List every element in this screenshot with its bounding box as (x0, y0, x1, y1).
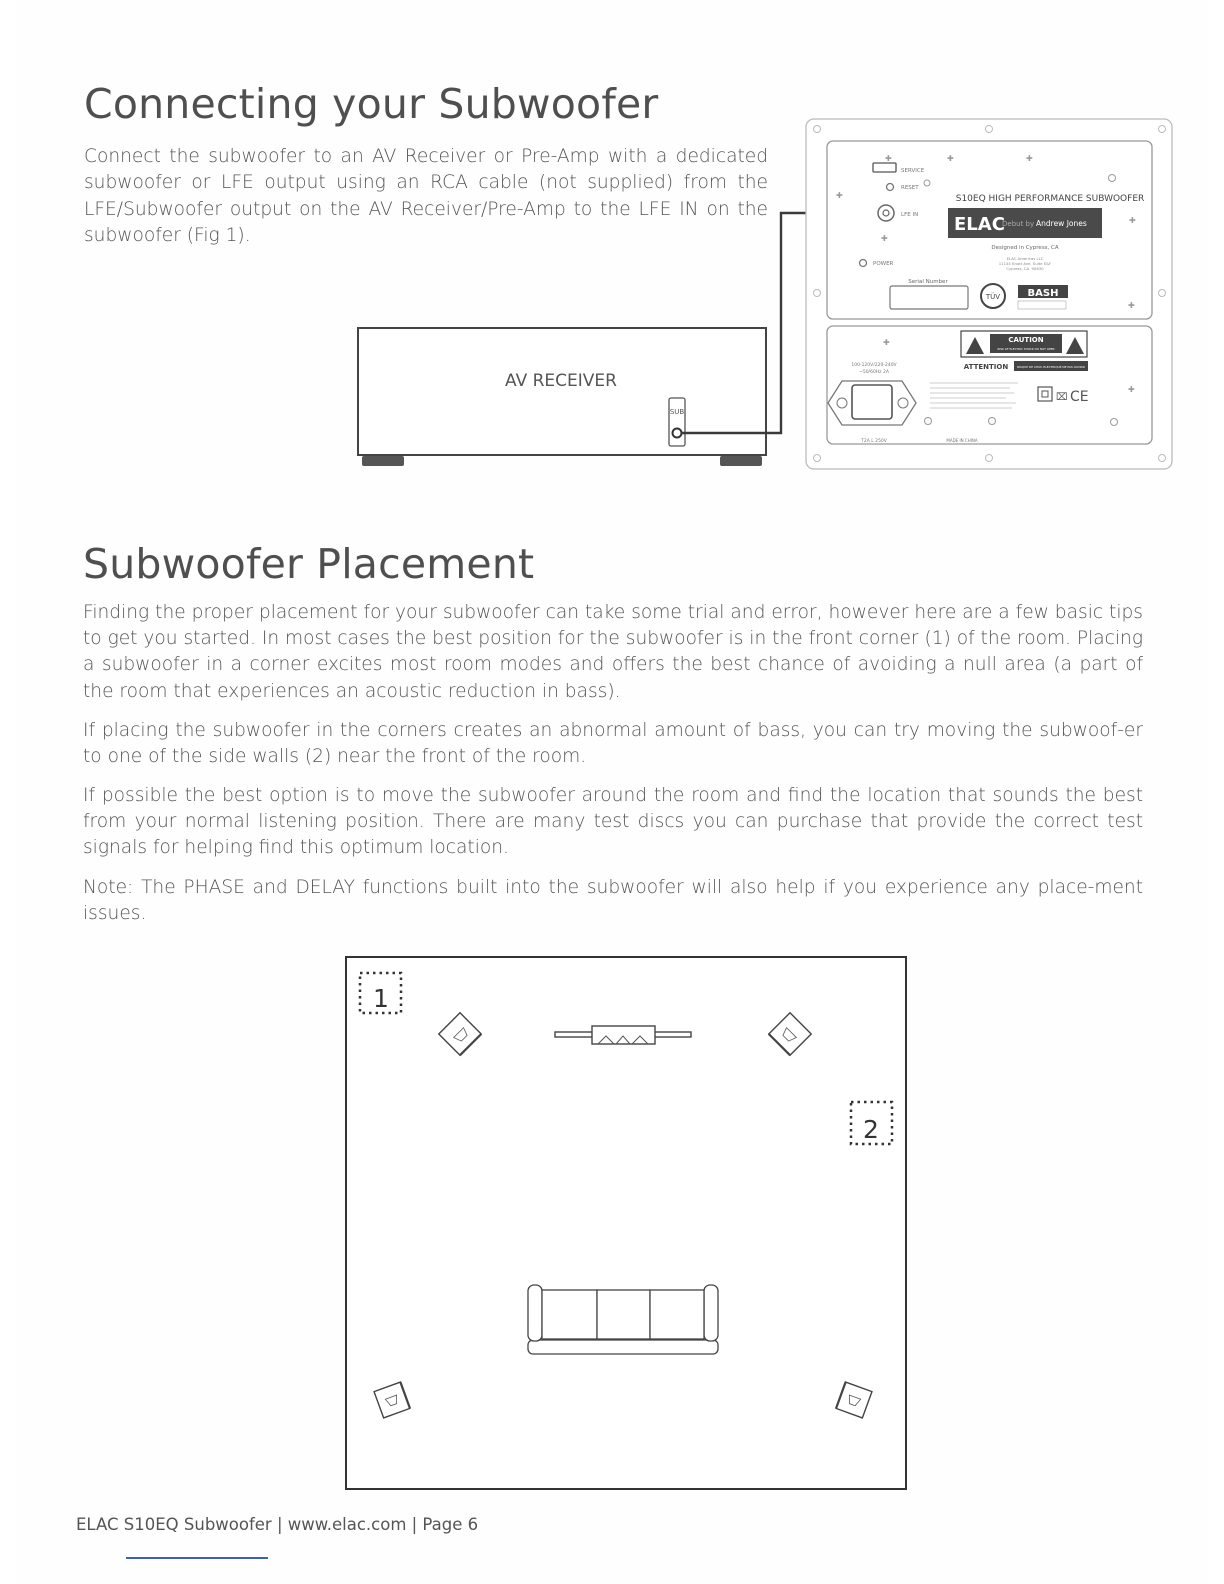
attention-title: ATTENTION (963, 363, 1009, 371)
position-2-label: 2 (863, 1115, 879, 1144)
section-title-placement: Subwoofer Placement (83, 540, 535, 588)
ce-mark: CE (1070, 389, 1089, 405)
service-port-icon (873, 163, 896, 172)
plus-screw-icon: ✚ (947, 154, 954, 163)
footer-accent-line (126, 1557, 268, 1559)
address-line: 11145 Knott Ave. Suite E&F (998, 261, 1052, 266)
weee-bin-icon: ⌧ (1056, 392, 1068, 403)
subwoofer-rear-panel (806, 119, 1172, 469)
elac-logo: ELAC (954, 214, 1005, 235)
receiver-foot-right (720, 456, 762, 466)
address-line: Cypress, CA. 90630 (1006, 266, 1044, 271)
attention-subtext: RISQUE DE CHOC ELECTRIQUE NE PAS OUVRIR (1017, 365, 1085, 369)
room-placement-diagram (340, 950, 912, 1495)
plus-screw-icon: ✚ (881, 234, 888, 243)
frequency-label: ~50/60Hz 2A (859, 370, 889, 375)
made-in-label: MADE IN CHINA (946, 438, 978, 443)
av-receiver (358, 328, 766, 466)
receiver-foot-left (362, 456, 404, 466)
plus-screw-icon: ✚ (885, 154, 892, 163)
plus-screw-icon: ✚ (1128, 301, 1135, 310)
caution-subtext: RISK OF ELECTRIC SHOCK DO NOT OPEN (997, 347, 1055, 351)
sub-jack-plate (669, 398, 685, 446)
plus-screw-icon: ✚ (836, 191, 843, 200)
debut-by-label: Debut by (1002, 220, 1035, 228)
double-insulation-icon (1038, 387, 1052, 401)
plus-screw-icon: ✚ (883, 338, 890, 347)
plus-screw-icon: ✚ (1128, 385, 1135, 394)
sub-jack-icon (673, 429, 682, 438)
receiver-label: AV RECEIVER (505, 371, 617, 391)
placement-paragraph: If placing the subwoofer in the corners creates an abnormal amount of bass, you can try moving the subwoof-er to one of the side walls (2) near the front of the room. (83, 720, 1143, 768)
serial-number-label: Serial Number (908, 279, 948, 285)
designed-in-label: Designed in Cypress, CA (991, 245, 1059, 251)
sub-jack-label: SUB (669, 408, 685, 416)
plus-screw-icon: ✚ (1026, 154, 1033, 163)
placement-note-paragraph: Note: The PHASE and DELAY functions built into the subwoofer will also help if you experience any place-ment issues. (83, 877, 1143, 925)
couch-icon (528, 1285, 718, 1354)
designer-label: Andrew Jones (1036, 219, 1087, 228)
placement-paragraph: Finding the proper placement for your subwoofer can take some trial and error, however here are a few basic tips to get you started. In most cases the best position for the subwoofer is in the front corner (1) of the room. Placing a subwoofer in a corner excites most room modes and offers the best chance of avoiding a null area (a part of the room that experiences an acoustic reduction in bass). (83, 602, 1143, 702)
page-footer: ELAC S10EQ Subwoofer | www.elac.com | Page 6 (76, 1515, 479, 1534)
power-inlet-icon (828, 381, 916, 425)
model-label: S10EQ HIGH PERFORMANCE SUBWOOFER (955, 194, 1145, 204)
serial-number-box (890, 286, 968, 309)
reset-label: RESET (901, 185, 919, 191)
fuse-label: T2A L 250V (861, 439, 887, 444)
section-title-connecting: Connecting your Subwoofer (84, 80, 659, 128)
lfe-in-label: LFE IN (901, 212, 919, 218)
connecting-paragraph: Connect the subwoofer to an AV Receiver or Pre-Amp with a dedicated subwoofer or LFE output using an RCA cable (not supplied) from the LFE/Subwoofer output on the AV Receiver/Pre-Amp to the LFE IN on the subwoofer (Fig 1). (84, 146, 768, 247)
bash-logo: BASH (1027, 288, 1059, 299)
tuv-label: TÜV (985, 293, 1001, 301)
plus-screw-icon: ✚ (1129, 216, 1136, 225)
power-label: POWER (873, 261, 894, 267)
address-line: ELAC Americas LLC (1006, 256, 1044, 261)
position-1-label: 1 (373, 984, 389, 1013)
lfe-in-jack-icon (878, 205, 894, 221)
caution-title: CAUTION (1008, 336, 1044, 344)
service-label: SERVICE (901, 168, 925, 174)
caution-label (961, 331, 1087, 357)
placement-paragraph: If possible the best option is to move the subwoofer around the room and find the location that sounds the best from your normal listening position. There are many test discs you can purchase that provide the correct test signals for helping find this optimum location. (83, 785, 1143, 859)
voltage-label: 100-120V/220-240V (851, 363, 897, 368)
connection-diagram (350, 115, 1180, 475)
